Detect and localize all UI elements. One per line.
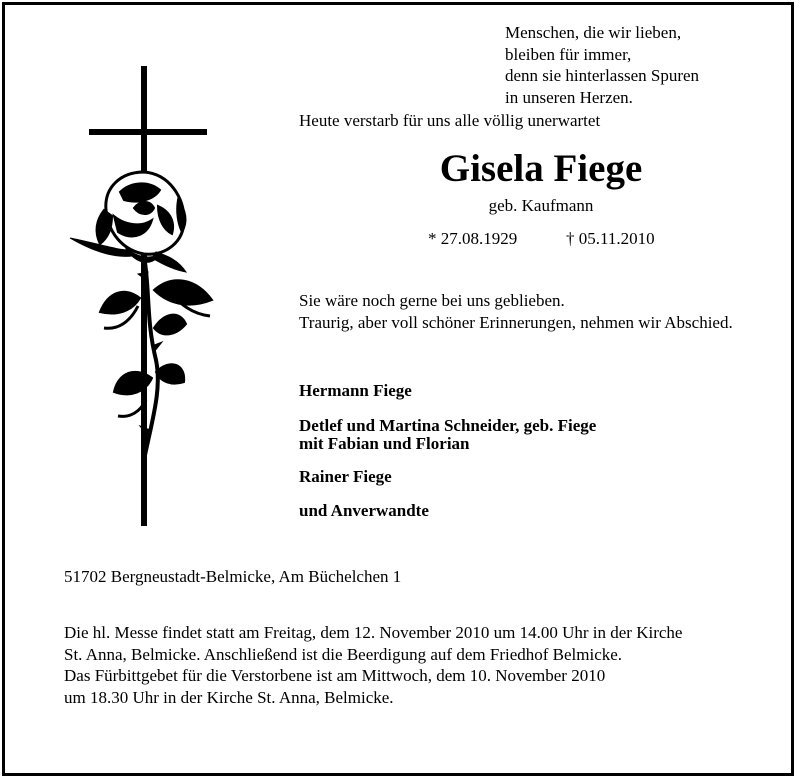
poem-line: denn sie hinterlassen Spuren xyxy=(505,66,700,85)
poem-line: bleiben für immer, xyxy=(505,44,632,64)
death-date xyxy=(566,229,655,249)
farewell-line: Traurig, aber voll schöner Erinnerungen, nehmen wir Abschied. xyxy=(299,313,733,332)
intro-text: Heute verstarb für uns alle völlig unerwartet xyxy=(299,111,601,130)
mourner-line: Detlef und Martina Schneider, geb. Fiege xyxy=(299,416,597,435)
poem xyxy=(505,22,699,108)
birth-date-value: 27.08.1929 xyxy=(440,229,518,248)
service-info xyxy=(64,622,682,708)
mourner: Hermann Fiege xyxy=(299,381,412,400)
mourner xyxy=(299,417,596,453)
birth-date xyxy=(428,229,517,249)
mourner: und Anverwandte xyxy=(299,501,429,520)
service-line: um 18.30 Uhr in der Kirche St. Anna, Belmicke. xyxy=(64,687,394,707)
mourner: Rainer Fiege xyxy=(299,467,392,486)
death-date-value: 05.11.2010 xyxy=(578,229,655,248)
poem-line: in unseren Herzen. xyxy=(505,87,633,107)
farewell-text xyxy=(299,290,733,334)
birth-symbol: * xyxy=(428,229,437,248)
death-symbol: † xyxy=(566,229,575,248)
service-line: Die hl. Messe findet statt am Freitag, dem 12. November 2010 um 14.00 Uhr in der Kirche xyxy=(64,623,683,642)
service-line: Das Fürbittgebet für die Verstorbene ist am Mittwoch, dem 10. November 2010 xyxy=(64,666,606,685)
poem-line: Menschen, die wir lieben, xyxy=(505,23,682,42)
farewell-line: Sie wäre noch gerne bei uns geblieben. xyxy=(299,291,565,310)
address: 51702 Bergneustadt-Belmicke, Am Büchelchen 1 xyxy=(64,567,402,586)
service-line: St. Anna, Belmicke. Anschließend ist die Beerdigung auf dem Friedhof Belmicke. xyxy=(64,644,623,664)
mourner-line: mit Fabian und Florian xyxy=(299,434,470,453)
maiden-name: geb. Kaufmann xyxy=(488,196,594,215)
deceased-name: Gisela Fiege xyxy=(439,147,643,190)
cross-with-rose-icon xyxy=(60,60,230,530)
